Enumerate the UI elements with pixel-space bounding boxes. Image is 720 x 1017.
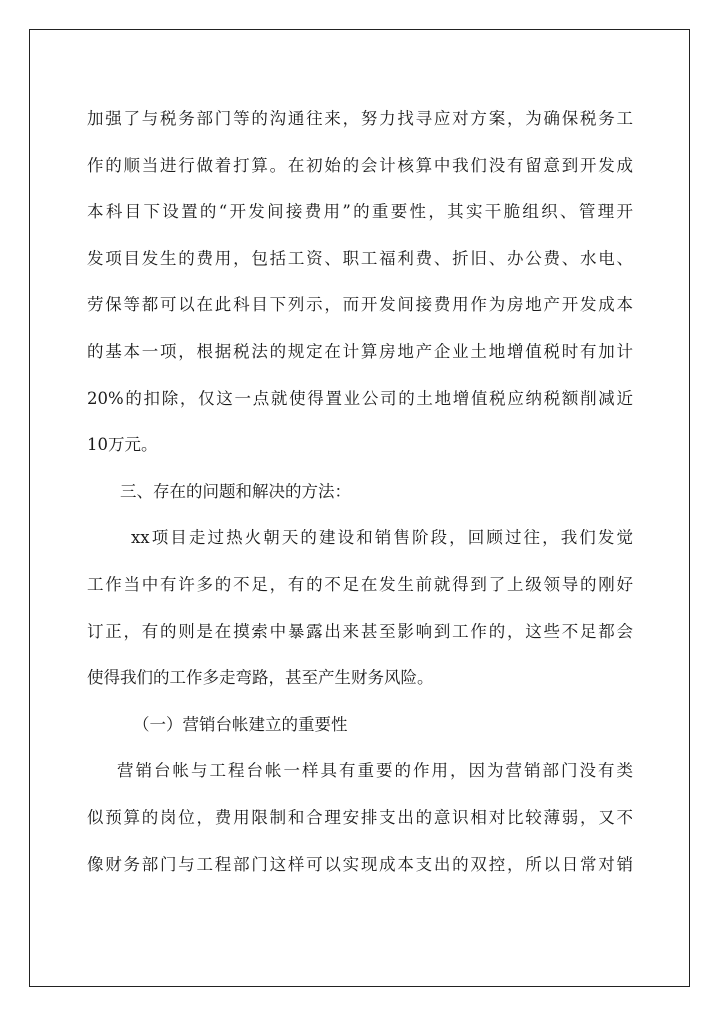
text-line: 工作当中有许多的不足，有的不足在发生前就得到了上级领导的刚好 (87, 574, 633, 594)
text-line: 像财务部门与工程部门这样可以实现成本支出的双控，所以日常对销 (87, 854, 633, 874)
text-line: 加强了与税务部门等的沟通往来，努力找寻应对方案，为确保税务工 (87, 109, 633, 128)
text-line: xx项目走过热火朝天的建设和销售阶段，回顾过往，我们发觉 (131, 528, 633, 548)
text-line: 订正，有的则是在摸索中暴露出来甚至影响到工作的，这些不足都会 (87, 621, 633, 641)
text-line: 20%的扣除，仅这一点就使得置业公司的土地增值税应纳税额削减近 (87, 388, 633, 408)
text-line: 作的顺当进行做着打算。在初始的会计核算中我们没有留意到开发成 (87, 155, 633, 175)
text-line: 发项目发生的费用，包括工资、职工福利费、折旧、办公费、水电、 (87, 248, 633, 268)
text-line: 本科目下设置的“开发间接费用”的重要性，其实干脆组织、管理开 (87, 202, 633, 222)
text-line: 劳保等都可以在此科目下列示，而开发间接费用作为房地产开发成本 (87, 295, 633, 315)
text-line: 使得我们的工作多走弯路，甚至产生财务风险。 (87, 668, 434, 688)
text-line: 营销台帐与工程台帐一样具有重要的作用，因为营销部门没有类 (117, 761, 633, 781)
text-line: 似预算的岗位，费用限制和合理安排支出的意识相对比较薄弱，又不 (87, 807, 633, 827)
text-line: 10万元。 (87, 435, 158, 455)
paragraph-tax-optimization (87, 96, 633, 469)
paragraph-marketing-ledger (87, 748, 633, 888)
text-line: 的基本一项，根据税法的规定在计算房地产企业土地增值税时有加计 (87, 341, 633, 361)
subsection-heading: （一）营销台帐建立的重要性 (133, 714, 348, 734)
document-body (87, 96, 633, 888)
section-heading: 三、存在的问题和解决的方法： (120, 481, 351, 501)
paragraph-problems (87, 515, 633, 701)
